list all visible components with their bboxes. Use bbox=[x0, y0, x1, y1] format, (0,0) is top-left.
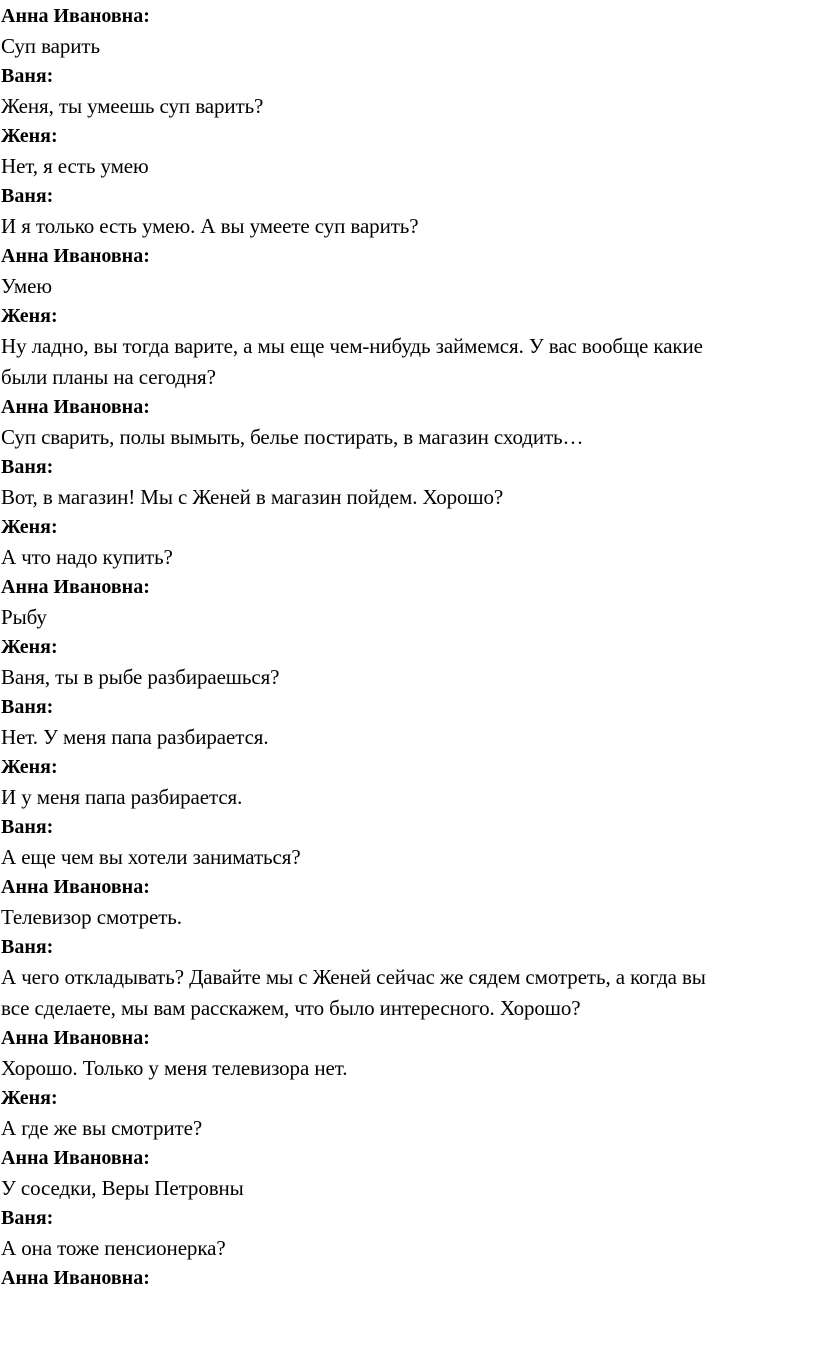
dialogue-line: Хорошо. Только у меня телевизора нет. bbox=[1, 1056, 348, 1080]
speaker-name: Анна Ивановна: bbox=[1, 576, 150, 598]
speaker-name: Анна Ивановна: bbox=[1, 1147, 150, 1169]
speaker-name: Анна Ивановна: bbox=[1, 245, 150, 267]
dialogue-line: И у меня папа разбирается. bbox=[1, 785, 243, 809]
dialogue-line: были планы на сегодня? bbox=[1, 365, 216, 389]
dialogue-line: Телевизор смотреть. bbox=[1, 905, 182, 929]
speaker-name: Ваня: bbox=[1, 456, 54, 478]
dialogue-line: Нет, я есть умею bbox=[1, 154, 149, 178]
speaker-name: Ваня: bbox=[1, 1207, 54, 1229]
dialogue-line: А чего откладывать? Давайте мы с Женей сейчас же сядем смотреть, а когда вы bbox=[1, 965, 706, 989]
dialogue-line: Вот, в магазин! Мы с Женей в магазин пойдем. Хорошо? bbox=[1, 485, 504, 509]
speaker-name: Ваня: bbox=[1, 65, 54, 87]
dialogue-line: Умею bbox=[1, 274, 52, 298]
speaker-name: Женя: bbox=[1, 516, 58, 538]
dialogue-line: Ну ладно, вы тогда варите, а мы еще чем-нибудь займемся. У вас вообще какие bbox=[1, 334, 703, 358]
speaker-name: Ваня: bbox=[1, 696, 54, 718]
dialogue-line: Женя, ты умеешь суп варить? bbox=[1, 94, 264, 118]
speaker-name: Анна Ивановна: bbox=[1, 1267, 150, 1289]
speaker-name: Женя: bbox=[1, 756, 58, 778]
dialogue-line: Суп сварить, полы вымыть, белье постирать, в магазин сходить… bbox=[1, 425, 584, 449]
dialogue-line: все сделаете, мы вам расскажем, что было интересного. Хорошо? bbox=[1, 996, 581, 1020]
dialogue-line: Нет. У меня папа разбирается. bbox=[1, 725, 269, 749]
speaker-name: Анна Ивановна: bbox=[1, 5, 150, 27]
speaker-name: Женя: bbox=[1, 636, 58, 658]
speaker-name: Ваня: bbox=[1, 816, 54, 838]
dialogue-line: А еще чем вы хотели заниматься? bbox=[1, 845, 301, 869]
speaker-name: Ваня: bbox=[1, 936, 54, 958]
speaker-name: Анна Ивановна: bbox=[1, 1027, 150, 1049]
dialogue-line: Рыбу bbox=[1, 605, 47, 629]
dialogue-line: А где же вы смотрите? bbox=[1, 1116, 203, 1140]
dialogue-line: А что надо купить? bbox=[1, 545, 173, 569]
dialogue-line: Ваня, ты в рыбе разбираешься? bbox=[1, 665, 280, 689]
speaker-name: Женя: bbox=[1, 125, 58, 147]
speaker-name: Ваня: bbox=[1, 185, 54, 207]
speaker-name: Женя: bbox=[1, 1087, 58, 1109]
dialogue-line: У соседки, Веры Петровны bbox=[1, 1176, 244, 1200]
speaker-name: Анна Ивановна: bbox=[1, 396, 150, 418]
dialogue-line: А она тоже пенсионерка? bbox=[1, 1236, 226, 1260]
speaker-name: Женя: bbox=[1, 305, 58, 327]
speaker-name: Анна Ивановна: bbox=[1, 876, 150, 898]
dialogue-line: Суп варить bbox=[1, 34, 100, 58]
dialogue-line: И я только есть умею. А вы умеете суп варить? bbox=[1, 214, 419, 238]
